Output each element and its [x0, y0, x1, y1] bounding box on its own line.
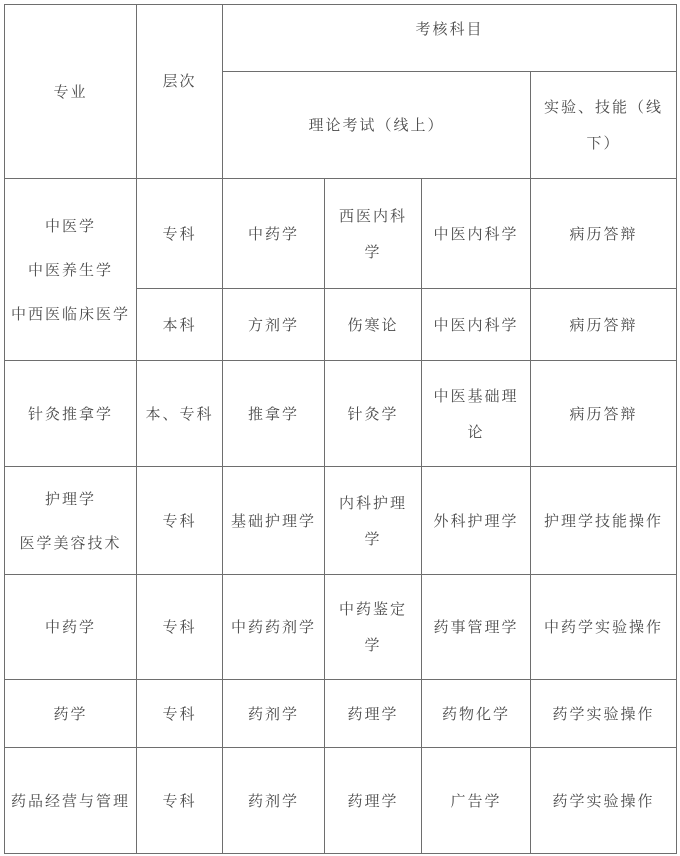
- level-cell: 专科: [137, 680, 223, 748]
- level-cell: 本、专科: [137, 361, 223, 467]
- theory-subject-1: 中药药剂学: [223, 575, 325, 680]
- header-subjects: 考核科目: [223, 5, 677, 72]
- theory-subject-3: 药事管理学: [422, 575, 531, 680]
- theory-subject-3: 外科护理学: [422, 467, 531, 575]
- major-cell: 针灸推拿学: [5, 361, 137, 467]
- exam-subjects-table: [4, 4, 677, 854]
- table-row: [5, 680, 677, 748]
- table-row: [5, 179, 677, 289]
- major-name: 中医学: [44, 216, 96, 235]
- major-cell: 药学: [5, 680, 137, 748]
- practical-subject: 病历答辩: [531, 289, 677, 361]
- major-cell: [5, 179, 137, 361]
- practical-subject: 中药学实验操作: [531, 575, 677, 680]
- header-practical-exam: 实验、技能（线下）: [531, 72, 677, 179]
- theory-subject-3: 广告学: [422, 748, 531, 854]
- level-cell: 专科: [137, 748, 223, 854]
- practical-subject: 护理学技能操作: [531, 467, 677, 575]
- table-header-row: [5, 5, 677, 72]
- practical-subject: 药学实验操作: [531, 748, 677, 854]
- table-row: [5, 467, 677, 575]
- theory-subject-1: 方剂学: [223, 289, 325, 361]
- header-theory-exam: 理论考试（线上）: [223, 72, 531, 179]
- practical-subject: 病历答辩: [531, 179, 677, 289]
- header-major: 专业: [5, 5, 137, 179]
- major-name: 中医养生学: [27, 260, 113, 279]
- theory-subject-1: 中药学: [223, 179, 325, 289]
- major-name: 中西医临床医学: [11, 304, 131, 323]
- major-cell: 中药学: [5, 575, 137, 680]
- theory-subject-2: 伤寒论: [325, 289, 422, 361]
- table-row: [5, 575, 677, 680]
- level-cell: 专科: [137, 467, 223, 575]
- theory-subject-2: 药理学: [325, 748, 422, 854]
- theory-subject-2: 针灸学: [325, 361, 422, 467]
- theory-subject-3: 中医基础理论: [422, 361, 531, 467]
- theory-subject-1: 推拿学: [223, 361, 325, 467]
- header-level: 层次: [137, 5, 223, 179]
- theory-subject-1: 基础护理学: [223, 467, 325, 575]
- theory-subject-3: 药物化学: [422, 680, 531, 748]
- theory-subject-2: 中药鉴定学: [325, 575, 422, 680]
- table-row: [5, 361, 677, 467]
- level-cell: 专科: [137, 179, 223, 289]
- practical-subject: 药学实验操作: [531, 680, 677, 748]
- major-name: 护理学: [44, 489, 96, 508]
- theory-subject-3: 中医内科学: [422, 179, 531, 289]
- practical-subject: 病历答辩: [531, 361, 677, 467]
- major-name: 医学美容技术: [19, 533, 122, 552]
- theory-subject-3: 中医内科学: [422, 289, 531, 361]
- major-cell: 药品经营与管理: [5, 748, 137, 854]
- theory-subject-1: 药剂学: [223, 680, 325, 748]
- theory-subject-1: 药剂学: [223, 748, 325, 854]
- theory-subject-2: 西医内科学: [325, 179, 422, 289]
- theory-subject-2: 内科护理学: [325, 467, 422, 575]
- table-row: [5, 748, 677, 854]
- theory-subject-2: 药理学: [325, 680, 422, 748]
- level-cell: 专科: [137, 575, 223, 680]
- level-cell: 本科: [137, 289, 223, 361]
- major-cell: [5, 467, 137, 575]
